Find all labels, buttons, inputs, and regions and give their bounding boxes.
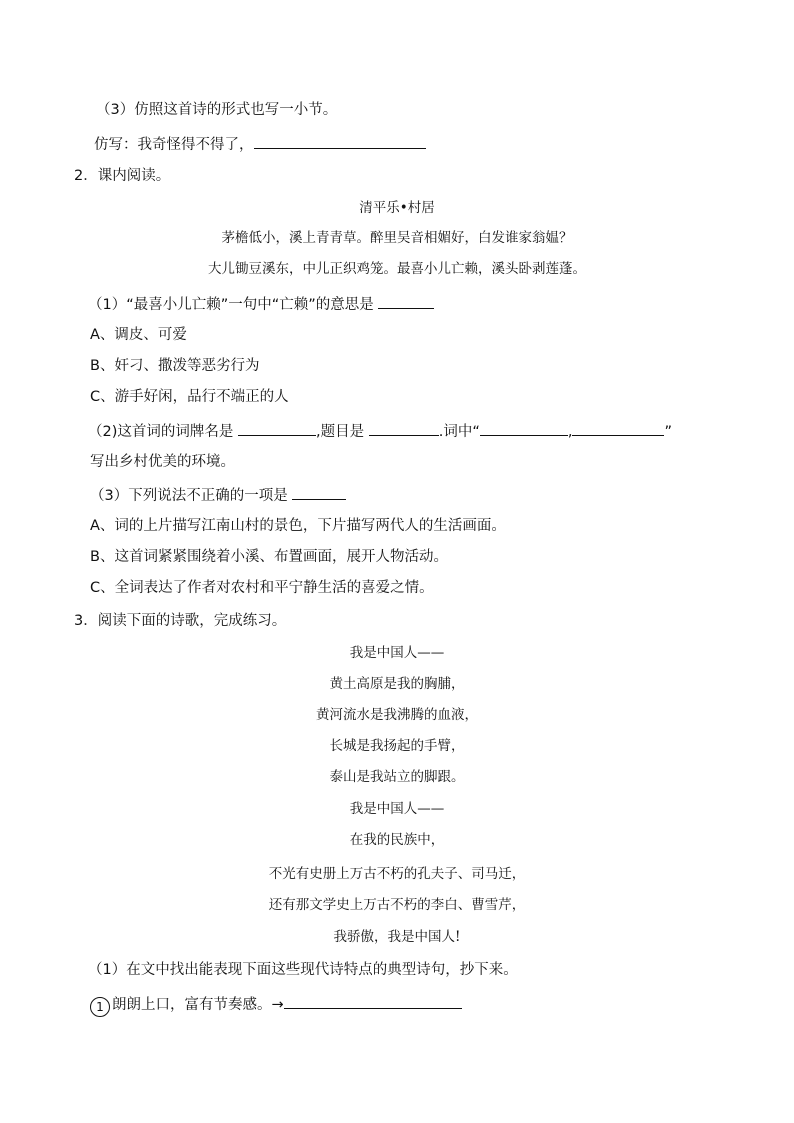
- sub-question-text: .词中“: [438, 424, 480, 440]
- answer-blank[interactable]: [292, 484, 346, 500]
- poem-line: 我骄傲，我是中国人!: [333, 929, 461, 945]
- answer-blank[interactable]: [284, 993, 462, 1009]
- imitate-line: [94, 133, 426, 155]
- sub-question-text: （3）下列说法不正确的一项是: [90, 488, 288, 504]
- sub-question: （1）在文中找出能表现下面这些现代诗特点的典型诗句，抄下来。: [88, 962, 518, 978]
- answer-blank[interactable]: [378, 293, 434, 309]
- answer-blank[interactable]: [572, 420, 664, 436]
- answer-blank[interactable]: [480, 420, 568, 436]
- question-heading: 2．课内阅读。: [74, 168, 171, 184]
- sub-question-text: （2)这首词的词牌名是: [88, 424, 234, 440]
- sub-question-continuation: 写出乡村优美的环境。: [90, 454, 235, 470]
- poem-line: 在我的民族中，: [349, 832, 445, 848]
- instruction-line: （3）仿照这首诗的形式也写一小节。: [96, 102, 338, 118]
- option-c: C、全词表达了作者对农村和平宁静生活的喜爱之情。: [90, 580, 434, 596]
- circled-number: 1: [90, 997, 110, 1017]
- sub-question: [88, 293, 434, 315]
- answer-blank[interactable]: [254, 133, 426, 149]
- poem-line: 不光有史册上万古不朽的孔夫子、司马迁，: [268, 866, 526, 882]
- option-c: C、游手好闲，品行不端正的人: [90, 389, 289, 405]
- sub-question: [90, 484, 346, 506]
- answer-blank[interactable]: [238, 420, 316, 436]
- answer-item: [90, 993, 462, 1017]
- question-heading: 3．阅读下面的诗歌，完成练习。: [74, 613, 287, 629]
- poem-line: 我是中国人——: [349, 645, 445, 661]
- poem-line: 我是中国人——: [349, 801, 445, 817]
- sub-question-text: ”: [664, 424, 672, 440]
- poem-line: 茅檐低小，溪上青青草。醉里吴音相媚好，白发谁家翁媪？: [221, 230, 573, 246]
- option-b: B、奸刁、撒泼等恶劣行为: [90, 358, 260, 374]
- option-a: A、词的上片描写江南山村的景色，下片描写两代人的生活画面。: [90, 518, 506, 534]
- poem-title: 清平乐•村居: [359, 200, 435, 216]
- poem-line: 泰山是我站立的脚跟。: [329, 769, 465, 785]
- poem-line: 黄河流水是我沸腾的血液，: [316, 707, 478, 723]
- sub-question-text: ,: [567, 424, 573, 440]
- sub-question-text: ,题目是: [316, 424, 365, 440]
- imitate-label: 仿写：我奇怪得不得了，: [94, 137, 254, 153]
- answer-item-text: 朗朗上口，富有节奏感。→: [112, 997, 284, 1013]
- poem-line: 还有那文学史上万古不朽的李白、曹雪芹，: [268, 897, 526, 913]
- sub-question-text: （1）“最喜小儿亡赖”一句中“亡赖”的意思是: [88, 297, 374, 313]
- poem-line: 黄土高原是我的胸脯，: [329, 676, 465, 692]
- option-b: B、这首词紧紧围绕着小溪、布置画面，展开人物活动。: [90, 549, 448, 565]
- poem-line: 长城是我扬起的手臂，: [329, 738, 465, 754]
- sub-question: [88, 420, 672, 442]
- answer-blank[interactable]: [369, 420, 439, 436]
- poem-line: 大儿锄豆溪东，中儿正织鸡笼。最喜小儿亡赖，溪头卧剥莲蓬。: [208, 261, 586, 277]
- option-a: A、调皮、可爱: [90, 327, 187, 343]
